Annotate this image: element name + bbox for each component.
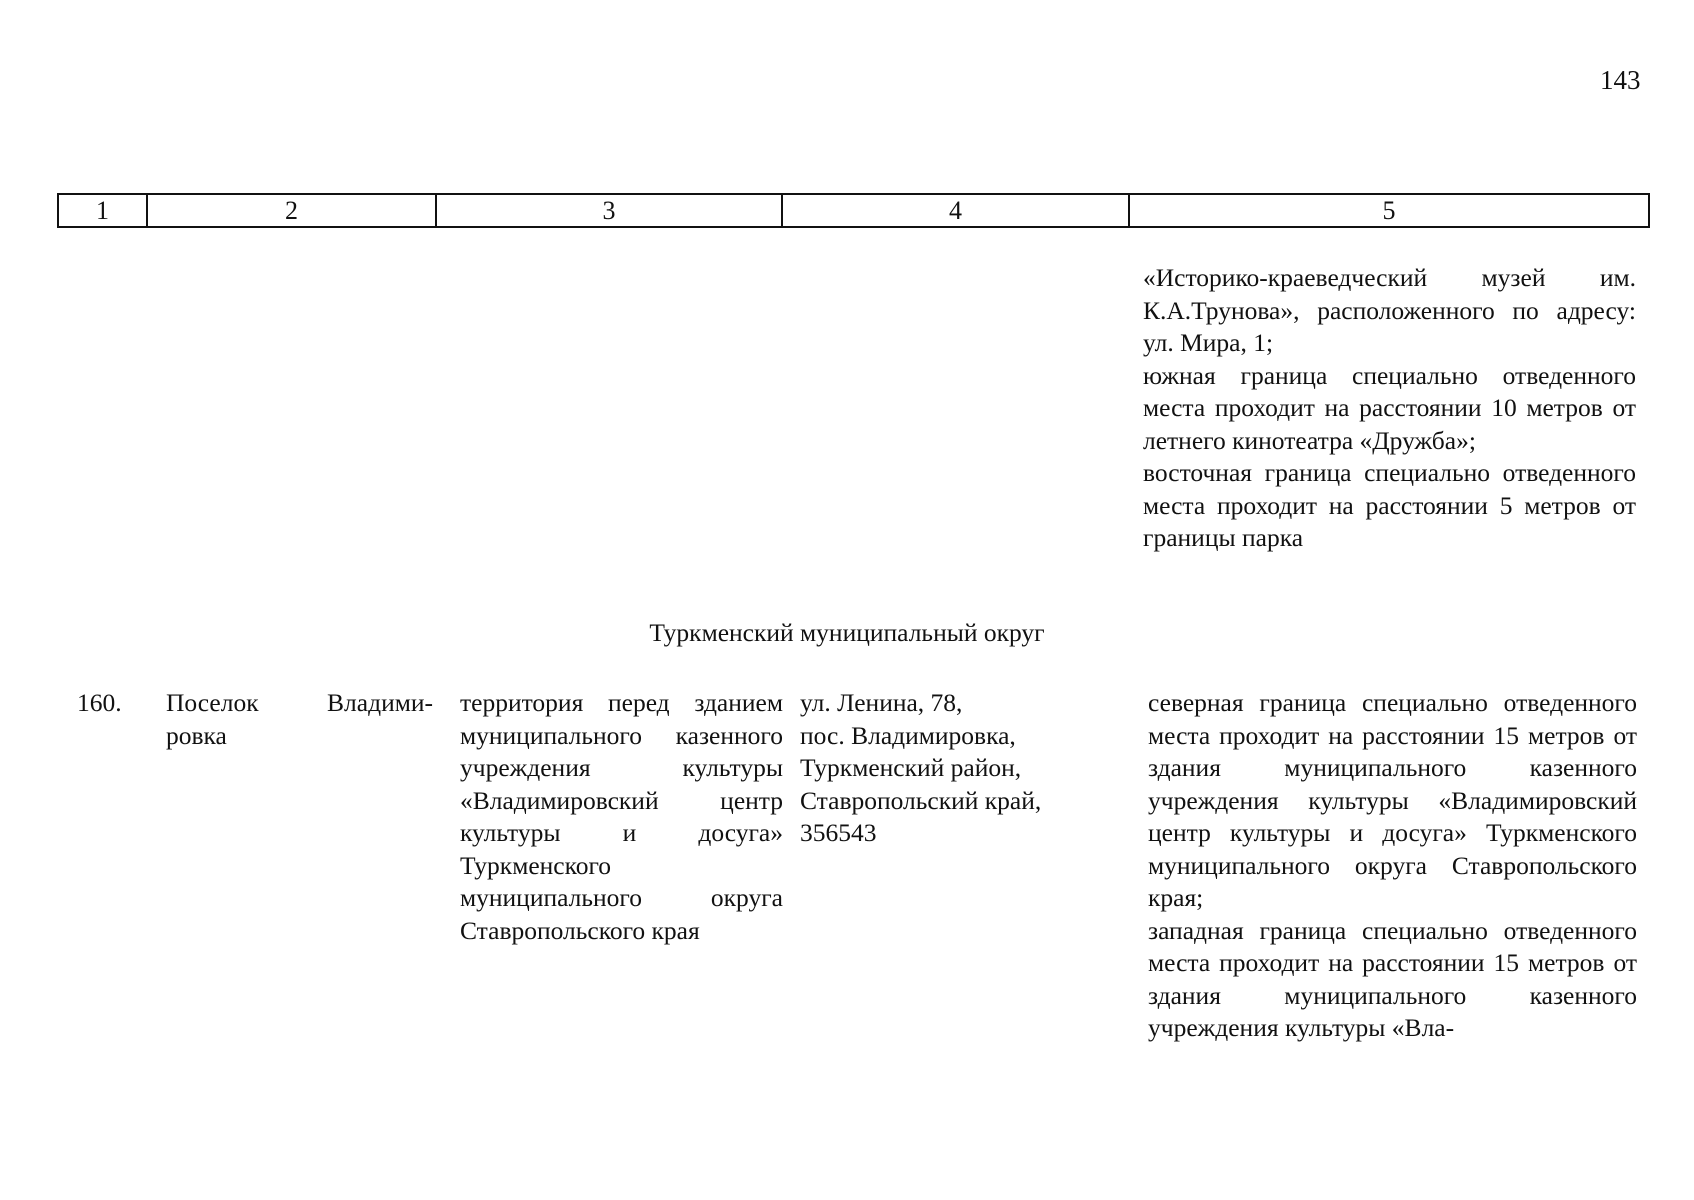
column-header-table bbox=[57, 193, 1650, 228]
column-header-2: 2 bbox=[147, 194, 436, 227]
address-line: Ставропольский край, bbox=[800, 785, 1042, 815]
page-number: 143 bbox=[1600, 65, 1641, 95]
settlement-name-part: Владими- bbox=[327, 688, 433, 717]
column-header-row bbox=[58, 194, 1649, 227]
address-line: ул. Ленина, 78, bbox=[800, 688, 963, 717]
column-header-1: 1 bbox=[58, 194, 147, 227]
column-header-4: 4 bbox=[782, 194, 1129, 227]
column-header-3: 3 bbox=[436, 194, 782, 227]
address-line: Туркменский район, bbox=[800, 753, 1022, 782]
continued-border-paragraph: восточная граница специально отведенного места проходит на расстоянии 5 метров от границы парка bbox=[1143, 458, 1636, 552]
settlement-name-line bbox=[166, 687, 433, 720]
address-cell bbox=[800, 687, 1100, 850]
border-paragraph: западная граница специально отведенного места проходит на расстоянии 15 метров от здания муниципального казенного учреждения культуры «Вла- bbox=[1148, 915, 1637, 1042]
settlement-name-cell bbox=[166, 687, 433, 752]
column-header-5: 5 bbox=[1129, 194, 1649, 227]
settlement-name-part: ровка bbox=[166, 720, 227, 750]
continued-borders-cell bbox=[1143, 262, 1636, 555]
settlement-name-part: Поселок bbox=[166, 688, 259, 717]
border-paragraph: северная граница специально отведенного места проходит на расстоянии 15 метров от здания муниципального казенного учреждения культуры «Владимировский центр культуры и досуга» Туркменского муниципального округа Ставропольского края; bbox=[1148, 688, 1637, 912]
row-number: 160. bbox=[77, 688, 122, 717]
continued-border-paragraph: южная граница специально отведенного места проходит на расстоянии 10 метров от летнего кинотеатра «Дружба»; bbox=[1143, 360, 1636, 455]
address-line: пос. Владимировка, bbox=[800, 720, 1016, 750]
territory-cell: территория перед зданием муниципального казенного учреждения культуры «Владимировский центр культуры и досуга» Туркменского муниципального округа Ставропольского края bbox=[460, 688, 783, 945]
section-title: Туркменский муниципальный округ bbox=[649, 618, 1045, 647]
address-line: 356543 bbox=[800, 818, 877, 847]
continued-border-paragraph: «Историко-краеведческий музей им. К.А.Трунова», расположенного по адресу: ул. Мира, 1; bbox=[1143, 263, 1636, 357]
borders-cell bbox=[1148, 687, 1637, 1045]
